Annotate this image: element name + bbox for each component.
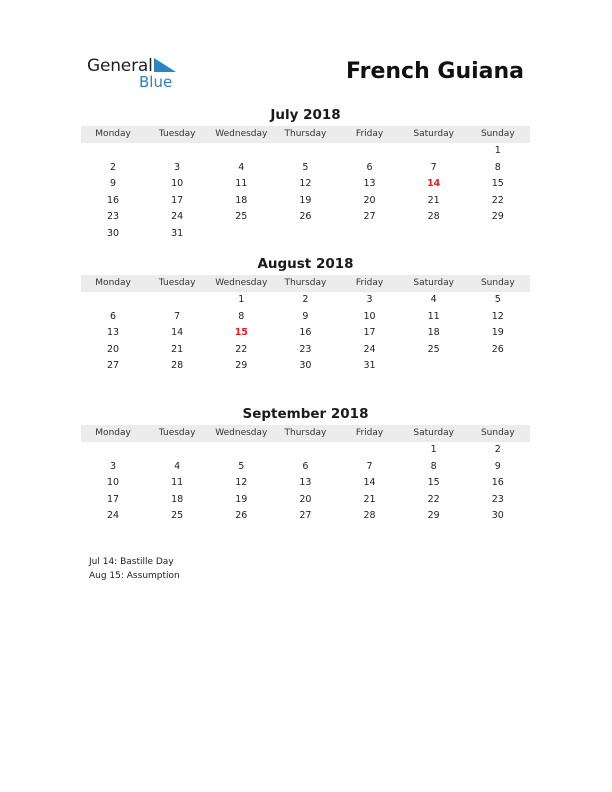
day-cell: 19 <box>299 194 312 206</box>
empty-day-cell <box>466 358 530 375</box>
empty-day-cell <box>273 226 337 243</box>
day-cell: 5 <box>238 460 245 472</box>
day-cell: 14 <box>427 178 441 190</box>
day-cell: 5 <box>302 161 309 173</box>
week-row <box>81 309 530 326</box>
empty-day-cell <box>209 442 273 459</box>
day-cell: 28 <box>427 211 440 223</box>
day-cell: 6 <box>366 161 373 173</box>
day-cell: 31 <box>171 227 184 239</box>
week-row <box>81 176 530 193</box>
day-cell: 11 <box>171 477 184 489</box>
day-cell: 15 <box>234 327 248 339</box>
holiday-list <box>89 555 180 583</box>
day-cell: 26 <box>235 510 248 522</box>
empty-day-cell <box>338 143 402 160</box>
week-row <box>81 292 530 309</box>
day-cell: 24 <box>171 211 184 223</box>
weekday-label: Tuesday <box>158 129 196 139</box>
day-cell: 16 <box>491 477 504 489</box>
day-cell: 3 <box>110 460 117 472</box>
day-cell: 10 <box>171 178 184 190</box>
day-cell: 4 <box>238 161 245 173</box>
week-row <box>81 442 530 459</box>
holiday-item: Aug 15: Assumption <box>89 571 180 581</box>
day-cell: 20 <box>107 343 120 355</box>
weekday-label: Saturday <box>413 129 454 139</box>
day-cell: 18 <box>171 493 184 505</box>
month-grid <box>81 292 530 375</box>
day-cell: 2 <box>110 161 117 173</box>
day-cell: 1 <box>494 145 501 156</box>
weekday-label: Monday <box>95 428 131 438</box>
weekday-label: Monday <box>95 129 131 139</box>
day-cell: 26 <box>299 211 312 223</box>
week-row <box>81 492 530 509</box>
day-cell: 30 <box>107 227 120 239</box>
weekday-label: Tuesday <box>158 428 196 438</box>
empty-day-cell <box>209 226 273 243</box>
week-row <box>81 342 530 359</box>
day-cell: 11 <box>427 310 440 322</box>
weekday-label: Friday <box>355 129 384 139</box>
day-cell: 11 <box>235 178 248 190</box>
day-cell: 20 <box>363 194 376 206</box>
empty-day-cell <box>81 143 145 160</box>
day-cell: 13 <box>299 477 312 489</box>
week-row <box>81 475 530 492</box>
weekday-label: Saturday <box>413 278 454 288</box>
day-cell: 29 <box>427 510 440 522</box>
day-cell: 25 <box>235 211 248 223</box>
day-cell: 20 <box>299 493 312 505</box>
empty-day-cell <box>466 226 530 243</box>
day-cell: 10 <box>107 477 120 489</box>
weekday-label: Sunday <box>480 129 515 139</box>
empty-day-cell <box>81 442 145 459</box>
day-cell: 27 <box>299 510 312 522</box>
week-row <box>81 459 530 476</box>
day-cell: 3 <box>174 161 181 173</box>
day-cell: 31 <box>363 360 376 372</box>
day-cell: 13 <box>363 178 376 190</box>
day-cell: 7 <box>366 460 373 472</box>
week-row <box>81 508 530 525</box>
day-cell: 12 <box>235 477 248 489</box>
month-title: September 2018 <box>242 406 369 422</box>
day-cell: 18 <box>427 327 440 339</box>
logo-text-general: General <box>87 56 153 76</box>
week-row <box>81 143 530 160</box>
day-cell: 6 <box>302 460 309 472</box>
day-cell: 15 <box>491 178 504 190</box>
weekday-label: Tuesday <box>158 278 196 288</box>
empty-day-cell <box>145 442 209 459</box>
day-cell: 8 <box>238 310 245 322</box>
day-cell: 1 <box>430 444 437 455</box>
day-cell: 22 <box>491 194 504 206</box>
day-cell: 7 <box>430 161 437 173</box>
week-row <box>81 325 530 342</box>
day-cell: 19 <box>491 327 504 339</box>
day-cell: 19 <box>235 493 248 505</box>
week-row <box>81 358 530 375</box>
week-row <box>81 226 530 243</box>
day-cell: 14 <box>363 477 376 489</box>
empty-day-cell <box>145 143 209 160</box>
day-cell: 2 <box>494 444 501 455</box>
day-cell: 21 <box>427 194 440 206</box>
weekday-label: Wednesday <box>215 428 268 438</box>
day-cell: 12 <box>299 178 312 190</box>
day-cell: 9 <box>302 310 309 322</box>
day-cell: 25 <box>427 343 440 355</box>
day-cell: 23 <box>107 211 120 223</box>
month-september <box>81 405 530 525</box>
month-grid <box>81 442 530 525</box>
day-cell: 2 <box>302 294 309 305</box>
day-cell: 17 <box>107 493 120 505</box>
month-title: August 2018 <box>257 256 354 272</box>
day-cell: 16 <box>107 194 120 206</box>
day-cell: 3 <box>366 294 373 305</box>
day-cell: 24 <box>107 510 120 522</box>
day-cell: 9 <box>110 178 117 190</box>
empty-day-cell <box>338 442 402 459</box>
empty-day-cell <box>81 292 145 309</box>
empty-day-cell <box>145 292 209 309</box>
day-cell: 8 <box>430 460 437 472</box>
empty-day-cell <box>209 143 273 160</box>
day-cell: 27 <box>363 211 376 223</box>
day-cell: 23 <box>491 493 504 505</box>
day-cell: 16 <box>299 327 312 339</box>
day-cell: 13 <box>107 327 120 339</box>
day-cell: 17 <box>171 194 184 206</box>
day-cell: 12 <box>491 310 504 322</box>
empty-day-cell <box>273 143 337 160</box>
day-cell: 29 <box>491 211 504 223</box>
day-cell: 18 <box>235 194 248 206</box>
day-cell: 27 <box>107 360 120 372</box>
day-cell: 6 <box>110 310 117 322</box>
week-row <box>81 160 530 177</box>
weekday-header <box>81 425 530 442</box>
week-row <box>81 209 530 226</box>
day-cell: 4 <box>174 460 181 472</box>
weekday-label: Thursday <box>284 129 327 139</box>
day-cell: 10 <box>363 310 376 322</box>
empty-day-cell <box>338 226 402 243</box>
day-cell: 28 <box>171 360 184 372</box>
day-cell: 22 <box>427 493 440 505</box>
weekday-label: Thursday <box>284 428 327 438</box>
weekday-label: Friday <box>355 278 384 288</box>
month-title: July 2018 <box>270 107 341 123</box>
day-cell: 21 <box>171 343 184 355</box>
logo-text-blue: Blue <box>139 73 173 91</box>
weekday-header <box>81 126 530 143</box>
day-cell: 21 <box>363 493 376 505</box>
day-cell: 5 <box>494 294 501 305</box>
month-grid <box>81 143 530 243</box>
empty-day-cell <box>273 442 337 459</box>
day-cell: 24 <box>363 343 376 355</box>
weekday-label: Wednesday <box>215 129 268 139</box>
day-cell: 22 <box>235 343 248 355</box>
week-row <box>81 193 530 210</box>
holiday-item: Jul 14: Bastille Day <box>89 557 174 567</box>
weekday-label: Sunday <box>480 428 515 438</box>
month-august <box>81 255 530 375</box>
day-cell: 7 <box>174 310 181 322</box>
weekday-label: Monday <box>95 278 131 288</box>
weekday-label: Friday <box>355 428 384 438</box>
day-cell: 17 <box>363 327 376 339</box>
day-cell: 4 <box>430 294 437 305</box>
day-cell: 28 <box>363 510 376 522</box>
weekday-header <box>81 275 530 292</box>
day-cell: 30 <box>299 360 312 372</box>
weekday-label: Thursday <box>284 278 327 288</box>
brand-logo <box>87 56 187 92</box>
day-cell: 23 <box>299 343 312 355</box>
day-cell: 1 <box>238 294 245 305</box>
day-cell: 25 <box>171 510 184 522</box>
logo-triangle-icon <box>154 58 176 74</box>
day-cell: 30 <box>491 510 504 522</box>
country-title: French Guiana <box>345 59 524 84</box>
weekday-label: Wednesday <box>215 278 268 288</box>
weekday-label: Saturday <box>413 428 454 438</box>
empty-day-cell <box>402 226 466 243</box>
month-july <box>81 106 530 243</box>
day-cell: 9 <box>494 460 501 472</box>
day-cell: 14 <box>171 327 184 339</box>
day-cell: 26 <box>491 343 504 355</box>
empty-day-cell <box>402 143 466 160</box>
empty-day-cell <box>402 358 466 375</box>
day-cell: 8 <box>494 161 501 173</box>
day-cell: 29 <box>235 360 248 372</box>
weekday-label: Sunday <box>480 278 515 288</box>
day-cell: 15 <box>427 477 440 489</box>
